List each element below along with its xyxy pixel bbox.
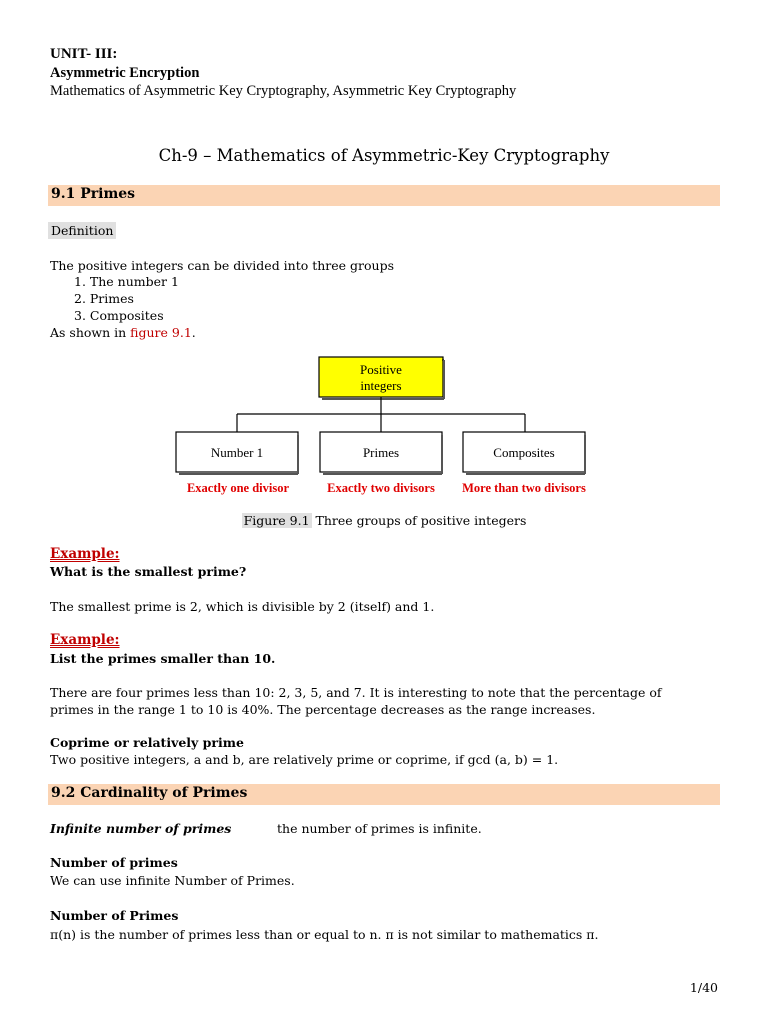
child-box-composites xyxy=(463,432,585,474)
figure-caption-text: Three groups of positive integers xyxy=(311,513,527,528)
figure-caption-tag: Figure 9.1 xyxy=(243,513,310,528)
positive-integers-diagram xyxy=(170,352,600,502)
child-box-number-1 xyxy=(176,432,298,474)
root-label-line2: integers xyxy=(360,378,402,393)
number-of-primes-text: We can use infinite Number of Primes. xyxy=(50,873,295,888)
definition-label: Definition xyxy=(48,222,116,239)
figure-caption xyxy=(0,513,768,528)
figure-reference-suffix: . xyxy=(191,325,196,340)
note-exactly-two-divisors: Exactly two divisors xyxy=(327,481,435,495)
figure-reference xyxy=(50,325,196,340)
list-item: 1. The number 1 xyxy=(74,274,179,289)
example-answer: The smallest prime is 2, which is divisible by 2 (itself) and 1. xyxy=(50,599,435,614)
child-label: Number 1 xyxy=(210,445,264,460)
prime-counting-function-text: π(n) is the number of primes less than or equal to n. π is not similar to mathematics π. xyxy=(50,927,599,942)
coprime-heading: Coprime or relatively prime xyxy=(50,735,244,750)
example-question: List the primes smaller than 10. xyxy=(50,651,276,666)
list-item: 3. Composites xyxy=(74,308,164,323)
example-label: Example: xyxy=(50,632,120,648)
infinite-primes-label: Infinite number of primes xyxy=(50,821,232,836)
child-label: Composites xyxy=(493,445,555,460)
chapter-title: Ch-9 – Mathematics of Asymmetric-Key Cryptography xyxy=(158,146,610,165)
number-of-primes-heading-2: Number of Primes xyxy=(50,908,179,923)
unit-title: UNIT- III: xyxy=(50,46,118,62)
example-label: Example: xyxy=(50,546,120,562)
figure-link[interactable]: figure 9.1 xyxy=(130,325,192,340)
example-question: What is the smallest prime? xyxy=(50,564,247,579)
list-item: 2. Primes xyxy=(74,291,134,306)
infinite-primes-text: the number of primes is infinite. xyxy=(277,821,482,836)
example-answer-line: There are four primes less than 10: 2, 3, 5, and 7. It is interesting to note that the percentage of xyxy=(50,685,662,700)
figure-reference-prefix: As shown in xyxy=(50,325,131,340)
child-label: Primes xyxy=(362,445,400,460)
note-more-than-two-divisors: More than two divisors xyxy=(462,481,586,495)
unit-topic: Asymmetric Encryption xyxy=(50,65,200,81)
section-heading-text: 9.1 Primes xyxy=(51,186,136,202)
coprime-definition: Two positive integers, a and b, are relatively prime or coprime, if gcd (a, b) = 1. xyxy=(50,752,559,767)
section-heading-text: 9.2 Cardinality of Primes xyxy=(51,785,248,801)
root-label-line1: Positive xyxy=(360,362,402,377)
page-number: 1/40 xyxy=(689,980,718,995)
number-of-primes-heading: Number of primes xyxy=(50,855,178,870)
example-answer-line: primes in the range 1 to 10 is 40%. The percentage decreases as the range increases. xyxy=(50,702,596,717)
section-heading-cardinality xyxy=(48,784,720,805)
unit-description: Mathematics of Asymmetric Key Cryptography, Asymmetric Key Cryptography xyxy=(50,83,517,99)
groups-intro: The positive integers can be divided into three groups xyxy=(50,258,395,273)
note-exactly-one-divisor: Exactly one divisor xyxy=(186,481,290,495)
section-heading-primes xyxy=(48,185,720,206)
child-box-primes xyxy=(320,432,442,474)
